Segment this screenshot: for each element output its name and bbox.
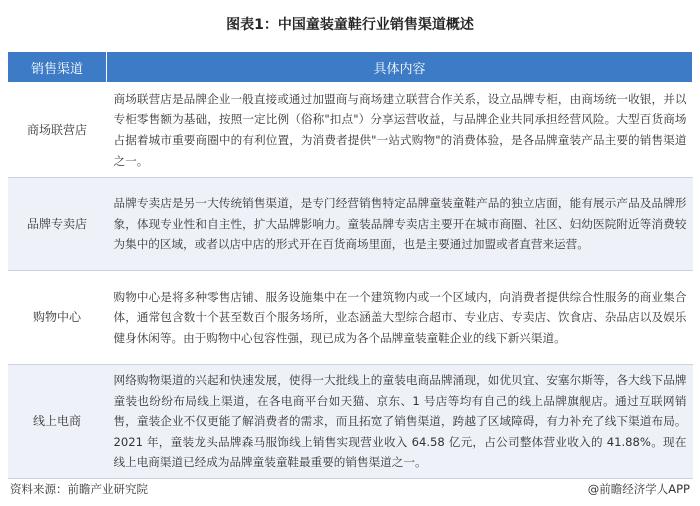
brand-credit: @前瞻经济学人APP: [587, 482, 690, 496]
channel-cell: 购物中心: [8, 271, 107, 365]
channel-cell: 商场联营店: [8, 83, 107, 178]
content-cell: 网络购物渠道的兴起和快速发展，使得一大批线上的童装电商品牌涌现，如优贝宜、安塞尔斯等，各大线下品牌童装也纷纷布局线上渠道，在各电商平台如天猫、京东、1 号店等均有自己的线上品牌旗舰店。通过互联网销售，童装企业不仅更能了解消费者的需求，而且拓宽了销售渠道，跨越了区域障碍，有力补充了线下渠道布局。2021 年，童装龙头品牌森马服饰线上销售实现营业收入 64.58 亿元，占公司整体营业收入的 41.88%。现在线上电商渠道已经成为品牌童装童鞋最重要的销售渠道之一。: [107, 365, 693, 479]
table-row: [8, 365, 693, 479]
channel-cell: 线上电商: [8, 365, 107, 479]
content-cell: 商场联营店是品牌企业一般直接或通过加盟商与商场建立联营合作关系，设立品牌专柜，由商场统一收银，并以专柜零售额为基础，按照一定比例（俗称"扣点"）分享运营收益，与品牌企业共同承担经营风险。大型百货商场占据着城市重要商圈中的有利位置，为消费者提供"一站式购物"的消费体验，是各品牌童装产品主要的销售渠道之一。: [107, 83, 693, 178]
table-row: [8, 178, 693, 271]
channel-table: [7, 51, 693, 479]
source-note: 资料来源：前瞻产业研究院: [10, 482, 148, 496]
header-content: 具体内容: [107, 52, 693, 83]
table-row: [8, 271, 693, 365]
header-channel: 销售渠道: [8, 52, 107, 83]
content-cell: 购物中心是将多种零售店铺、服务设施集中在一个建筑物内或一个区域内，向消费者提供综合性服务的商业集合体，通常包含数十个甚至数百个服务场所，业态涵盖大型综合超市、专业店、专卖店、饮食店、杂品店以及娱乐健身休闲等。由于购物中心包容性强，现已成为各个品牌童装童鞋企业的线下新兴渠道。: [107, 271, 693, 365]
content-cell: 品牌专卖店是另一大传统销售渠道，是专门经营销售特定品牌童装童鞋产品的独立店面，能有展示产品及品牌形象，体现专业性和自主性，扩大品牌影响力。童装品牌专卖店主要开在城市商圈、社区、妇幼医院附近等消费较为集中的区域，或者以店中店的形式开在百货商场里面，也是主要通过加盟或者直营来运营。: [107, 178, 693, 271]
chart-title: 图表1：中国童装童鞋行业销售渠道概述: [226, 17, 474, 33]
table-row: [8, 83, 693, 178]
channel-cell: 品牌专卖店: [8, 178, 107, 271]
table-header-row: [8, 52, 693, 83]
